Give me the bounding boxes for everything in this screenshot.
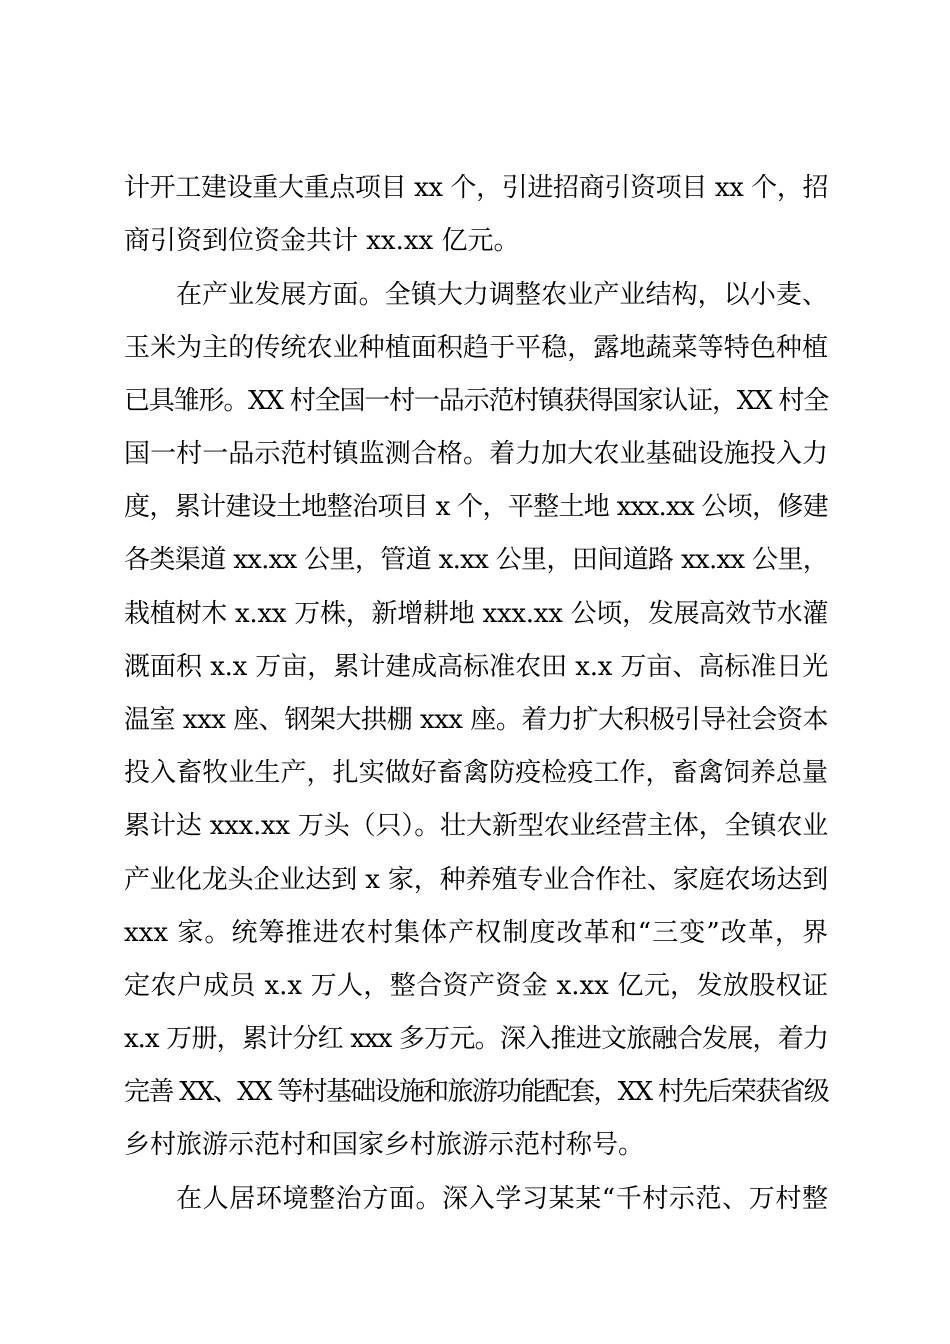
text-line: 温室 xxx 座、钢架大拱棚 xxx 座。着力扩大积极引导社会资本 bbox=[124, 705, 828, 735]
text-line: 商引资到位资金共计 xx.xx 亿元。 bbox=[124, 226, 520, 256]
text-line: 溉面积 x.x 万亩，累计建成高标准农田 x.x 万亩、高标准日光 bbox=[124, 652, 828, 682]
text-line: 投入畜牧业生产，扎实做好畜禽防疫检疫工作，畜禽饲养总量 bbox=[124, 758, 828, 788]
text-line: 国一村一品示范村镇监测合格。着力加大农业基础设施投入力 bbox=[124, 439, 828, 469]
text-line: 产业化龙头企业达到 x 家，种养殖专业合作社、家庭农场达到 bbox=[124, 865, 828, 895]
text-line: 各类渠道 xx.xx 公里，管道 x.xx 公里，田间道路 xx.xx 公里， bbox=[124, 545, 828, 575]
text-line: xxx 家。统筹推进农村集体产权制度改革和“三变”改革，界 bbox=[124, 918, 828, 948]
text-line: 度，累计建设土地整治项目 x 个，平整土地 xxx.xx 公顷，修建 bbox=[124, 492, 828, 522]
text-line: 玉米为主的传统农业种植面积趋于平稳，露地蔬菜等特色种植 bbox=[124, 333, 828, 363]
text-line: 计开工建设重大重点项目 xx 个，引进招商引资项目 xx 个，招 bbox=[124, 173, 828, 203]
text-line: 乡村旅游示范村和国家乡村旅游示范村称号。 bbox=[124, 1130, 645, 1160]
text-line: 累计达 xxx.xx 万头（只）。壮大新型农业经营主体，全镇农业 bbox=[124, 811, 828, 841]
text-line: 完善 XX、XX 等村基础设施和旅游功能配套，XX 村先后荣获省级 bbox=[124, 1077, 828, 1107]
paragraph-start-line: 在产业发展方面。全镇大力调整农业产业结构，以小麦、 bbox=[176, 280, 828, 310]
text-line: 栽植树木 x.xx 万株，新增耕地 xxx.xx 公顷，发展高效节水灌 bbox=[124, 599, 829, 629]
text-line: x.x 万册，累计分红 xxx 多万元。深入推进文旅融合发展，着力 bbox=[124, 1024, 828, 1054]
text-line: 已具雏形。XX 村全国一村一品示范村镇获得国家认证，XX 村全 bbox=[124, 386, 828, 416]
text-line: 定农户成员 x.x 万人，整合资产资金 x.xx 亿元，发放股权证 bbox=[124, 971, 828, 1001]
paragraph-start-line: 在人居环境整治方面。深入学习某某“千村示范、万村整 bbox=[176, 1184, 828, 1214]
